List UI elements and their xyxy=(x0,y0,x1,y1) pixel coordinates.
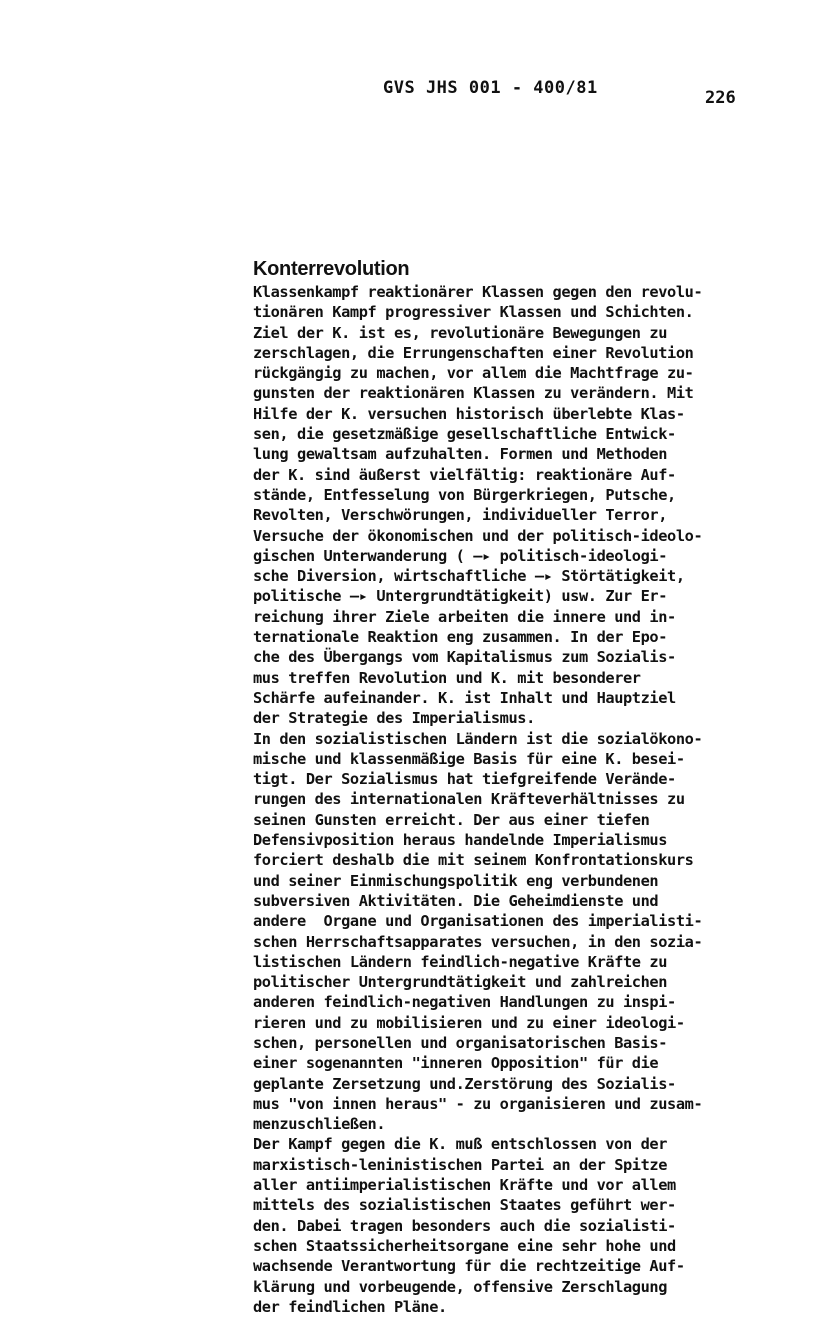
text-line: einer sogenannten "inneren Opposition" für die xyxy=(253,1054,659,1073)
text-line: Versuche der ökonomischen und der politisch-ideolo- xyxy=(253,526,703,545)
text-line: ternationale Reaktion eng zusammen. In der Epo- xyxy=(253,628,668,647)
text-line: schen Staatssicherheitsorgane eine sehr hohe und xyxy=(253,1236,676,1255)
text-line: wachsende Verantwortung für die rechtzeitige Auf- xyxy=(253,1257,685,1276)
text-line: listischen Ländern feindlich-negative Kräfte zu xyxy=(253,952,668,971)
text-line: der feindlichen Pläne. xyxy=(253,1297,447,1316)
text-line: und seiner Einmischungspolitik eng verbundenen xyxy=(253,871,659,890)
text-line: Ziel der K. ist es, revolutionäre Bewegungen zu xyxy=(253,323,668,342)
document-reference: GVS JHS 001 - 400/81 xyxy=(383,78,598,98)
text-line: menzuschließen. xyxy=(253,1115,386,1134)
text-line: andere Organe und Organisationen des imperialisti- xyxy=(253,912,703,931)
text-line: Defensivposition heraus handelnde Imperialismus xyxy=(253,831,668,850)
text-line: der K. sind äußerst vielfältig: reaktionäre Auf- xyxy=(253,465,676,484)
text-line: tionären Kampf progressiver Klassen und Schichten. xyxy=(253,303,694,322)
text-line: mittels des sozialistischen Staates geführt wer- xyxy=(253,1196,676,1215)
text-line: sen, die gesetzmäßige gesellschaftliche Entwick- xyxy=(253,425,676,444)
text-line: Hilfe der K. versuchen historisch überlebte Klas- xyxy=(253,404,685,423)
text-line: stände, Entfesselung von Bürgerkriegen, Putsche, xyxy=(253,485,676,504)
text-line: klärung und vorbeugende, offensive Zerschlagung xyxy=(253,1277,668,1296)
text-line: mus treffen Revolution und K. mit besonderer xyxy=(253,668,641,687)
text-line: anderen feindlich-negativen Handlungen zu inspi- xyxy=(253,993,676,1012)
text-line: reichung ihrer Ziele arbeiten die innere und in- xyxy=(253,607,676,626)
text-line: mus "von innen heraus" - zu organisieren und zusam- xyxy=(253,1094,703,1113)
text-line: subversiven Aktivitäten. Die Geheimdienste und xyxy=(253,891,659,910)
text-line: schen, personellen und organisatorischen Basis- xyxy=(253,1033,668,1052)
text-line: tigt. Der Sozialismus hat tiefgreifende Verände- xyxy=(253,770,676,789)
text-line: Revolten, Verschwörungen, individueller Terror, xyxy=(253,506,668,525)
text-line: geplante Zersetzung und.Zerstörung des Sozialis- xyxy=(253,1074,676,1093)
text-line: politische —▸ Untergrundtätigkeit) usw. Zur Er- xyxy=(253,587,668,606)
text-line: politischer Untergrundtätigkeit und zahlreichen xyxy=(253,973,668,992)
text-line: rieren und zu mobilisieren und zu einer ideologi- xyxy=(253,1013,685,1032)
text-line: lung gewaltsam aufzuhalten. Formen und Methoden xyxy=(253,445,668,464)
text-line: seinen Gunsten erreicht. Der aus einer tiefen xyxy=(253,810,650,829)
text-line: sche Diversion, wirtschaftliche —▸ Störtätigkeit, xyxy=(253,567,685,586)
text-line: den. Dabei tragen besonders auch die sozialisti- xyxy=(253,1216,676,1235)
entry-title: Konterrevolution xyxy=(253,258,410,280)
page-number: 226 xyxy=(705,88,736,108)
text-line: zerschlagen, die Errungenschaften einer Revolution xyxy=(253,343,694,362)
text-line: mische und klassenmäßige Basis für eine K. besei- xyxy=(253,749,685,768)
entry-body xyxy=(253,282,793,1317)
text-line: che des Übergangs vom Kapitalismus zum Sozialis- xyxy=(253,648,676,667)
text-line: rückgängig zu machen, vor allem die Machtfrage zu- xyxy=(253,364,694,383)
text-line: forciert deshalb die mit seinem Konfrontationskurs xyxy=(253,851,694,870)
text-line: schen Herrschaftsapparates versuchen, in den sozia- xyxy=(253,932,703,951)
text-line: gischen Unterwanderung ( —▸ politisch-ideologi- xyxy=(253,546,668,565)
text-line: rungen des internationalen Kräfteverhältnisses zu xyxy=(253,790,685,809)
text-line: Schärfe aufeinander. K. ist Inhalt und Hauptziel xyxy=(253,688,676,707)
text-line: Klassenkampf reaktionärer Klassen gegen den revolu- xyxy=(253,283,703,301)
text-line: marxistisch-leninistischen Partei an der Spitze xyxy=(253,1155,668,1174)
text-line: aller antiimperialistischen Kräfte und vor allem xyxy=(253,1176,676,1195)
text-line: der Strategie des Imperialismus. xyxy=(253,709,535,728)
text-line: Der Kampf gegen die K. muß entschlossen von der xyxy=(253,1135,668,1154)
text-line: gunsten der reaktionären Klassen zu verändern. Mit xyxy=(253,384,694,403)
text-line: In den sozialistischen Ländern ist die sozialökono- xyxy=(253,729,703,748)
